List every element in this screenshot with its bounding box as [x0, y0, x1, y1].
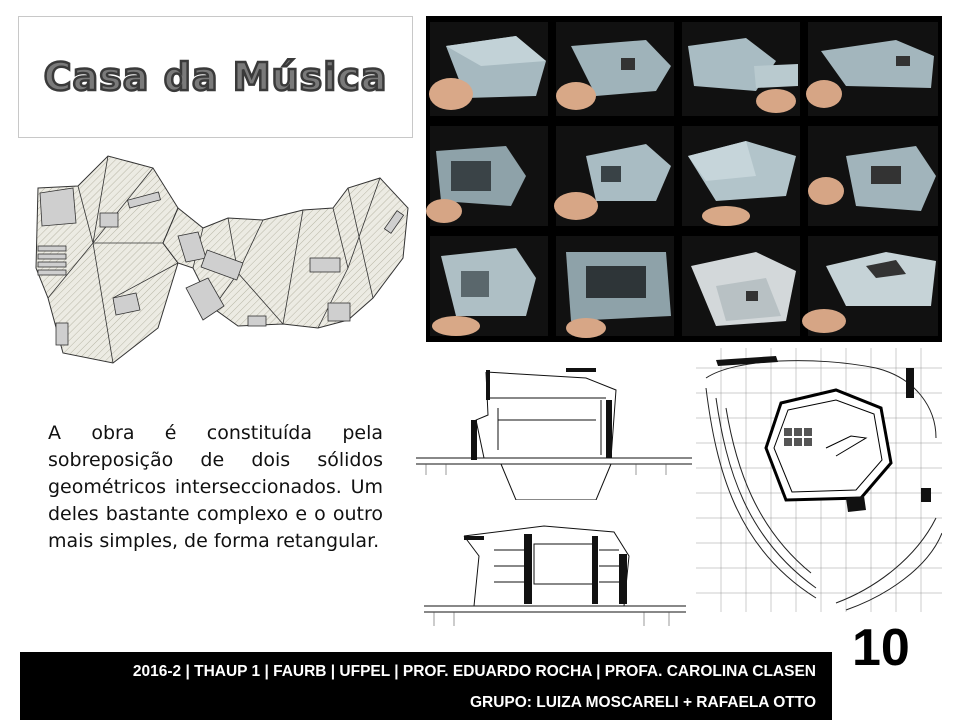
section-drawing-a	[416, 360, 692, 500]
footer-course-line: 2016-2 | THAUP 1 | FAURB | UFPEL | PROF. EDUARDO ROCHA | PROFA. CAROLINA CLASEN	[132, 663, 816, 680]
footer-group-line: GRUPO: LUIZA MOSCARELI + RAFAELA OTTO	[469, 694, 816, 711]
slide-title: Casa da Música	[43, 55, 388, 99]
site-plan-drawing	[696, 348, 942, 612]
model-photos-grid	[426, 16, 942, 342]
unfolded-net-diagram	[28, 148, 420, 368]
description-text: A obra é constituída pela sobreposição de dois sólidos geométricos interseccionados. Um deles bastante complexo e o outro mais simples, de forma retangular.	[48, 422, 383, 552]
section-drawing-b	[424, 516, 686, 650]
page-number: 10	[852, 619, 910, 677]
title-box	[18, 16, 413, 138]
footer-bar	[20, 652, 832, 720]
